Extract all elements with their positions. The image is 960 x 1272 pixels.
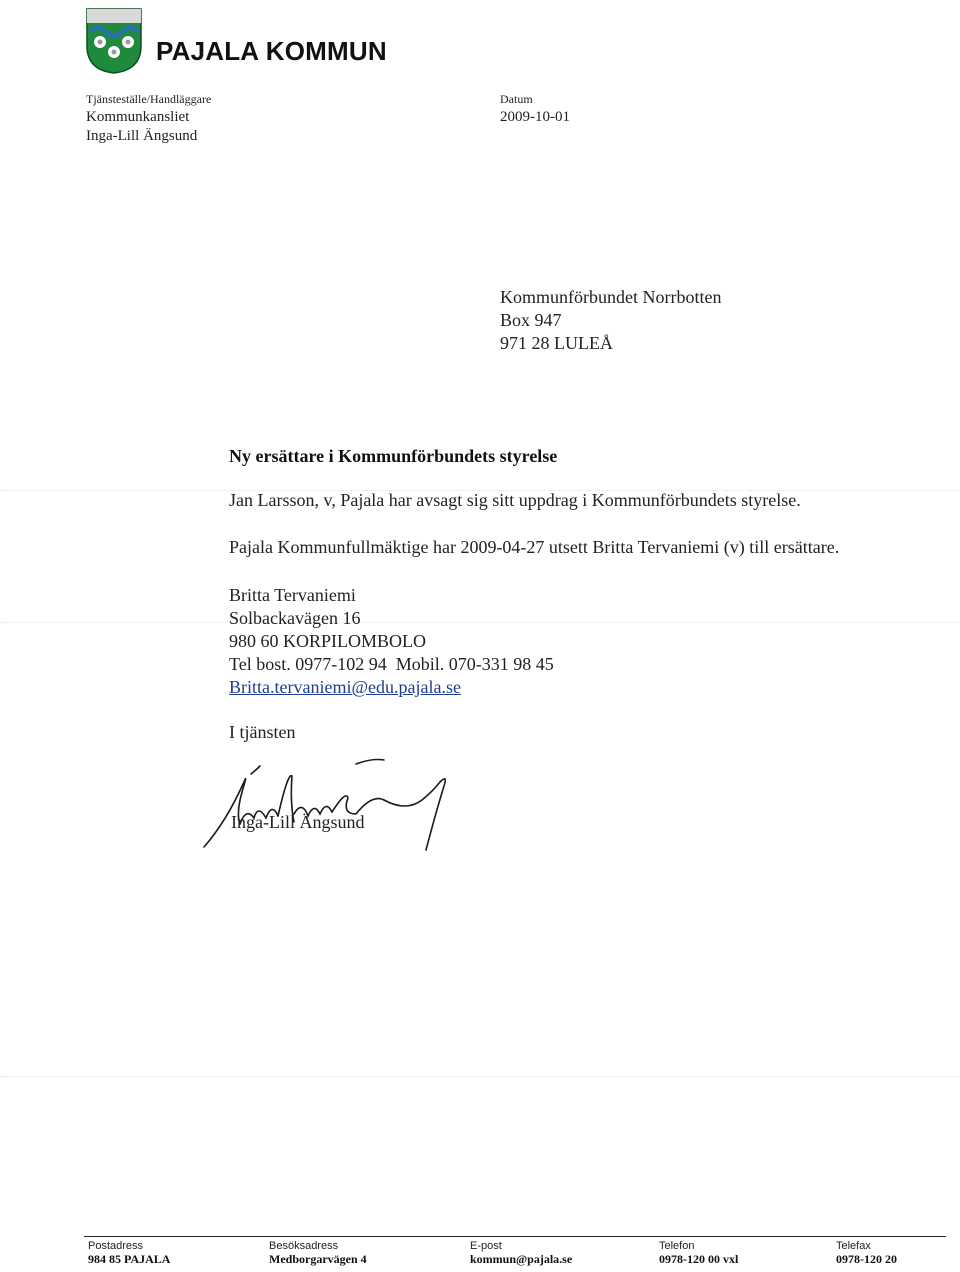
footer-divider	[84, 1236, 946, 1237]
contact-name: Britta Tervaniemi	[229, 585, 356, 605]
recipient-line: 971 28 LULEÅ	[500, 333, 613, 353]
contact-phones: Tel bost. 0977-102 94 Mobil. 070-331 98 45	[229, 654, 554, 674]
recipient-line: Box 947	[500, 310, 562, 330]
paragraph: Jan Larsson, v, Pajala har avsagt sig sitt uppdrag i Kommunförbundets styrelse.	[229, 490, 801, 510]
footer-label: Besöksadress	[269, 1240, 339, 1252]
footer-label: E-post	[470, 1240, 502, 1252]
sender-office: Kommunkansliet	[86, 109, 190, 125]
footer-column-fax	[836, 1240, 897, 1267]
footer-label: Telefon	[659, 1240, 695, 1252]
footer-column-postal	[88, 1240, 170, 1267]
footer-value: kommun@pajala.se	[470, 1252, 573, 1266]
organization-name: PAJALA KOMMUN	[156, 36, 387, 66]
footer-column-visit	[269, 1240, 367, 1267]
municipal-crest-icon	[86, 8, 142, 74]
date-value: 2009-10-01	[500, 109, 570, 125]
footer-column-phone	[659, 1240, 738, 1267]
recipient-address	[500, 286, 721, 355]
footer-column-email	[470, 1240, 572, 1267]
paragraph: Pajala Kommunfullmäktige har 2009-04-27 utsett Britta Tervaniemi (v) till ersättare.	[229, 537, 840, 557]
scan-artifact-line	[0, 1076, 960, 1077]
footer-label: Postadress	[88, 1240, 144, 1252]
contact-street: Solbackavägen 16	[229, 608, 361, 628]
footer-value: 0978-120 20	[836, 1252, 897, 1266]
footer-value: Medborgarvägen 4	[269, 1252, 367, 1266]
footer-value: 0978-120 00 vxl	[659, 1252, 739, 1266]
contact-email-link[interactable]: Britta.tervaniemi@edu.pajala.se	[229, 677, 461, 697]
sender-label: Tjänsteställe/Handläggare	[86, 92, 212, 106]
footer-value: 984 85 PAJALA	[88, 1252, 171, 1266]
letter-subject: Ny ersättare i Kommunförbundets styrelse	[229, 446, 558, 466]
contact-block	[229, 584, 554, 699]
handwritten-signature	[196, 752, 466, 862]
footer-label: Telefax	[836, 1240, 871, 1252]
sender-name: Inga-Lill Ängsund	[86, 128, 198, 144]
recipient-line: Kommunförbundet Norrbotten	[500, 287, 722, 307]
date-label: Datum	[500, 92, 533, 106]
contact-postal: 980 60 KORPILOMBOLO	[229, 631, 427, 651]
closing: I tjänsten	[229, 722, 296, 742]
signer-name: Inga-Lill Ängsund	[231, 812, 365, 832]
